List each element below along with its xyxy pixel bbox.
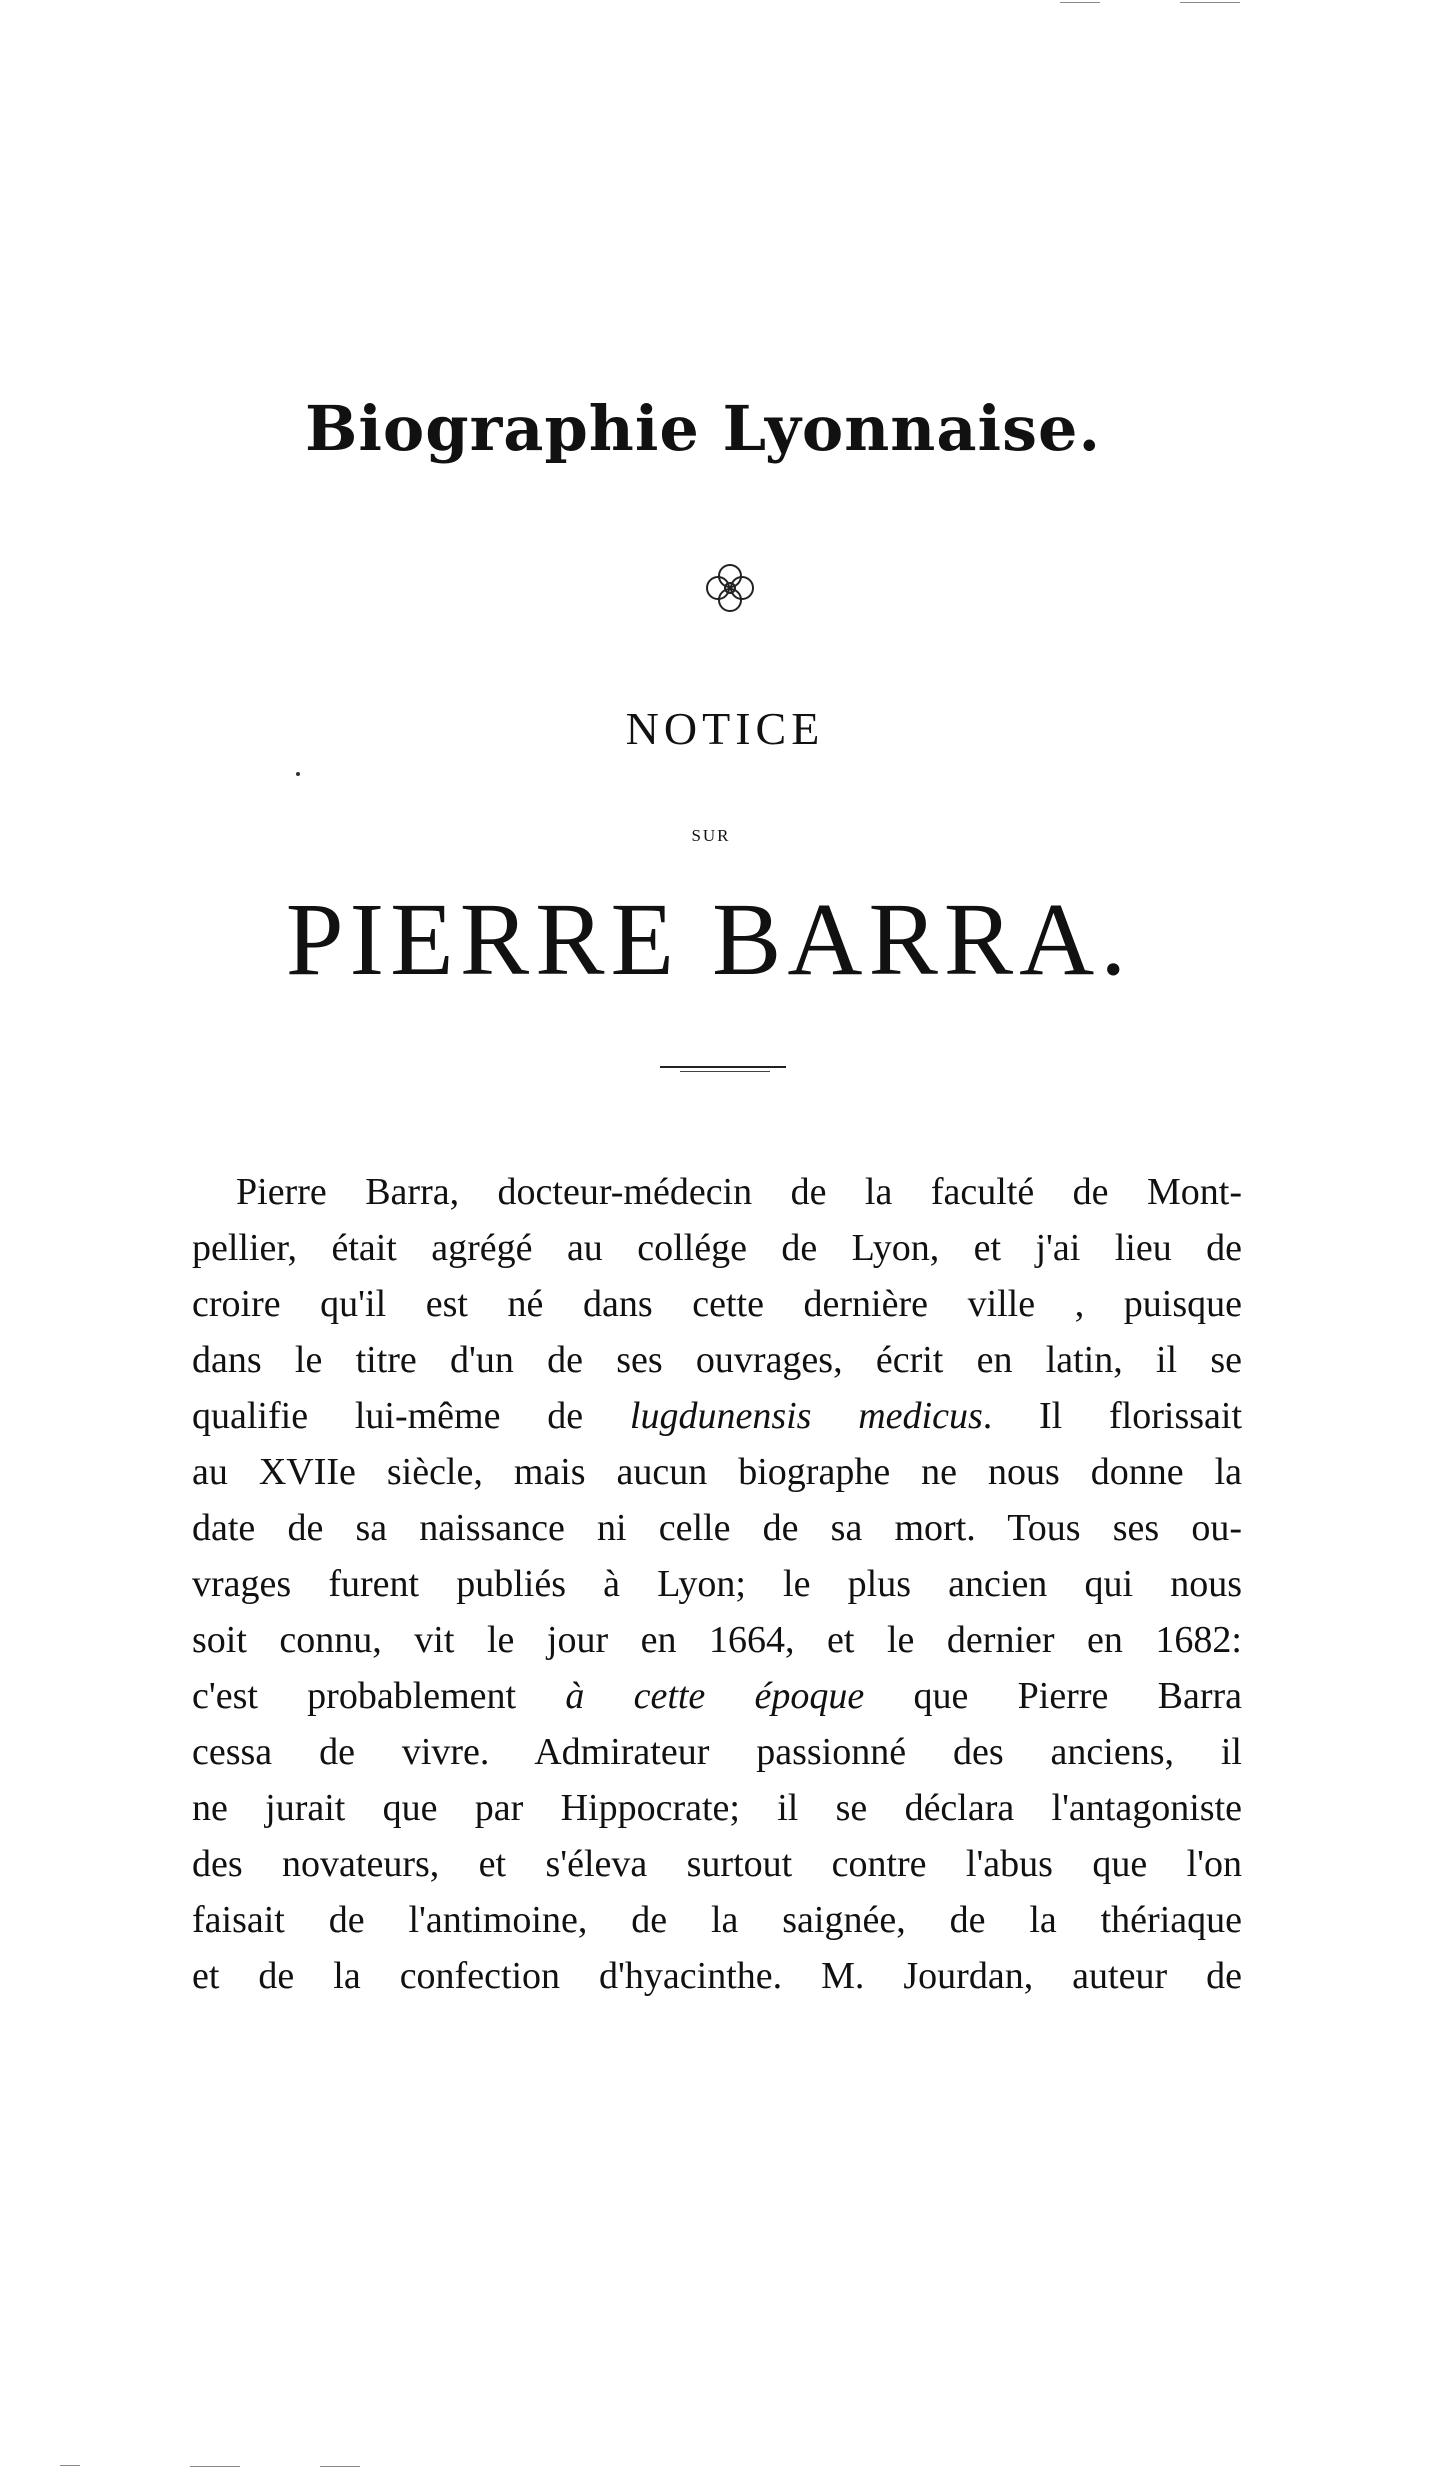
title-rule-secondary [680,1071,770,1072]
body-line: Pierre Barra, docteur-médecin de la faculté de Mont- [236,1171,1242,1213]
body-line: date de sa naissance ni celle de sa mort. Tous ses ou- [192,1507,1242,1549]
italic-phrase: à cette époque [565,1675,865,1717]
body-line: pellier, était agrégé au collége de Lyon, et j'ai lieu de [192,1227,1242,1269]
scan-edge-mark [60,2465,80,2466]
body-line: vrages furent publiés à Lyon; le plus ancien qui nous [192,1563,1242,1605]
scan-edge-mark [1180,2,1240,3]
subject-name: PIERRE BARRA. [285,882,1133,997]
body-line: des novateurs, et s'éleva surtout contre l'abus que l'on [192,1843,1242,1885]
scan-edge-mark [1060,2,1100,3]
notice-heading: NOTICE [625,703,825,754]
body-line: c'est probablement à cette époque que Pierre Barra [192,1675,1242,1717]
scan-edge-mark [190,2466,240,2467]
ink-speck [296,772,300,776]
body-line: qualifie lui-même de lugdunensis medicus. Il florissait [192,1395,1243,1437]
body-line: au XVIIe siècle, mais aucun biographe ne nous donne la [192,1451,1242,1493]
body-line: cessa de vivre. Admirateur passionné des anciens, il [192,1731,1242,1773]
sur-label: SUR [691,826,731,845]
body-line: dans le titre d'un de ses ouvrages, écrit en latin, il se [192,1339,1242,1381]
scan-edge-mark [320,2466,360,2467]
italic-phrase: lugdunensis medicus [629,1395,983,1437]
title-rule [660,1066,786,1068]
body-line: soit connu, vit le jour en 1664, et le dernier en 1682: [192,1619,1242,1661]
body-line: ne jurait que par Hippocrate; il se déclara l'antagoniste [192,1787,1242,1829]
series-title: Biographie Lyonnaise. [304,392,1102,465]
body-line: et de la confection d'hyacinthe. M. Jourdan, auteur de [192,1955,1242,1997]
body-line: croire qu'il est né dans cette dernière ville , puisque [192,1283,1242,1325]
quatrefoil-ornament-icon [700,558,760,618]
body-line: faisait de l'antimoine, de la saignée, de la thériaque [192,1899,1242,1941]
